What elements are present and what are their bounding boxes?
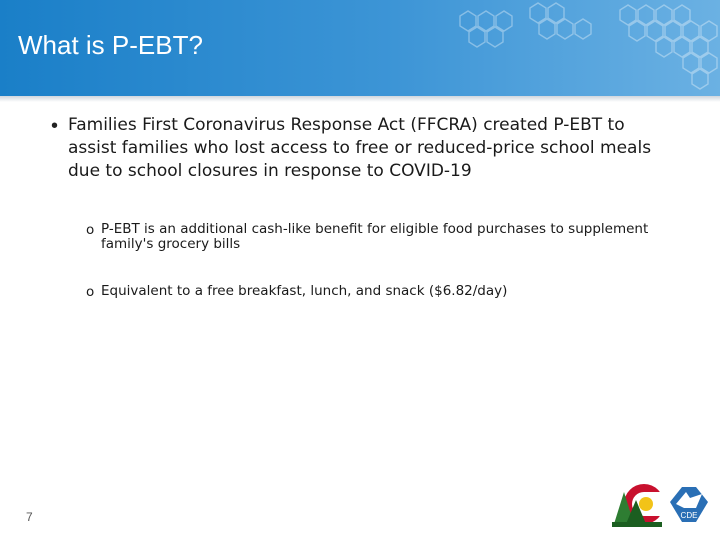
sub-bullet-text: Equivalent to a free breakfast, lunch, and snack ($6.82/day) xyxy=(101,283,508,299)
main-bullet-text: Families First Coronavirus Response Act (FFCRA) created P-EBT to assist families who lost access to free or reduced-price school meals due to school closures in response to COVID-19 xyxy=(68,115,652,181)
sub-bullet-text: P-EBT is an additional cash-like benefit for eligible food purchases to supplement family's grocery bills xyxy=(101,221,649,252)
header-divider xyxy=(0,96,720,102)
colorado-logo-icon xyxy=(612,484,666,527)
cde-logo-icon xyxy=(670,487,708,522)
cde-logo-text: CDE xyxy=(680,511,698,520)
page-number: 7 xyxy=(26,510,33,524)
footer-logos xyxy=(612,478,714,530)
bullet-marker: • xyxy=(51,115,59,137)
hexagon-pattern-icon xyxy=(420,0,720,96)
slide-header xyxy=(0,0,720,96)
sub-bullet-marker: o xyxy=(86,222,95,238)
slide-title: What is P-EBT? xyxy=(18,30,203,60)
sub-bullet-marker: o xyxy=(86,284,95,300)
